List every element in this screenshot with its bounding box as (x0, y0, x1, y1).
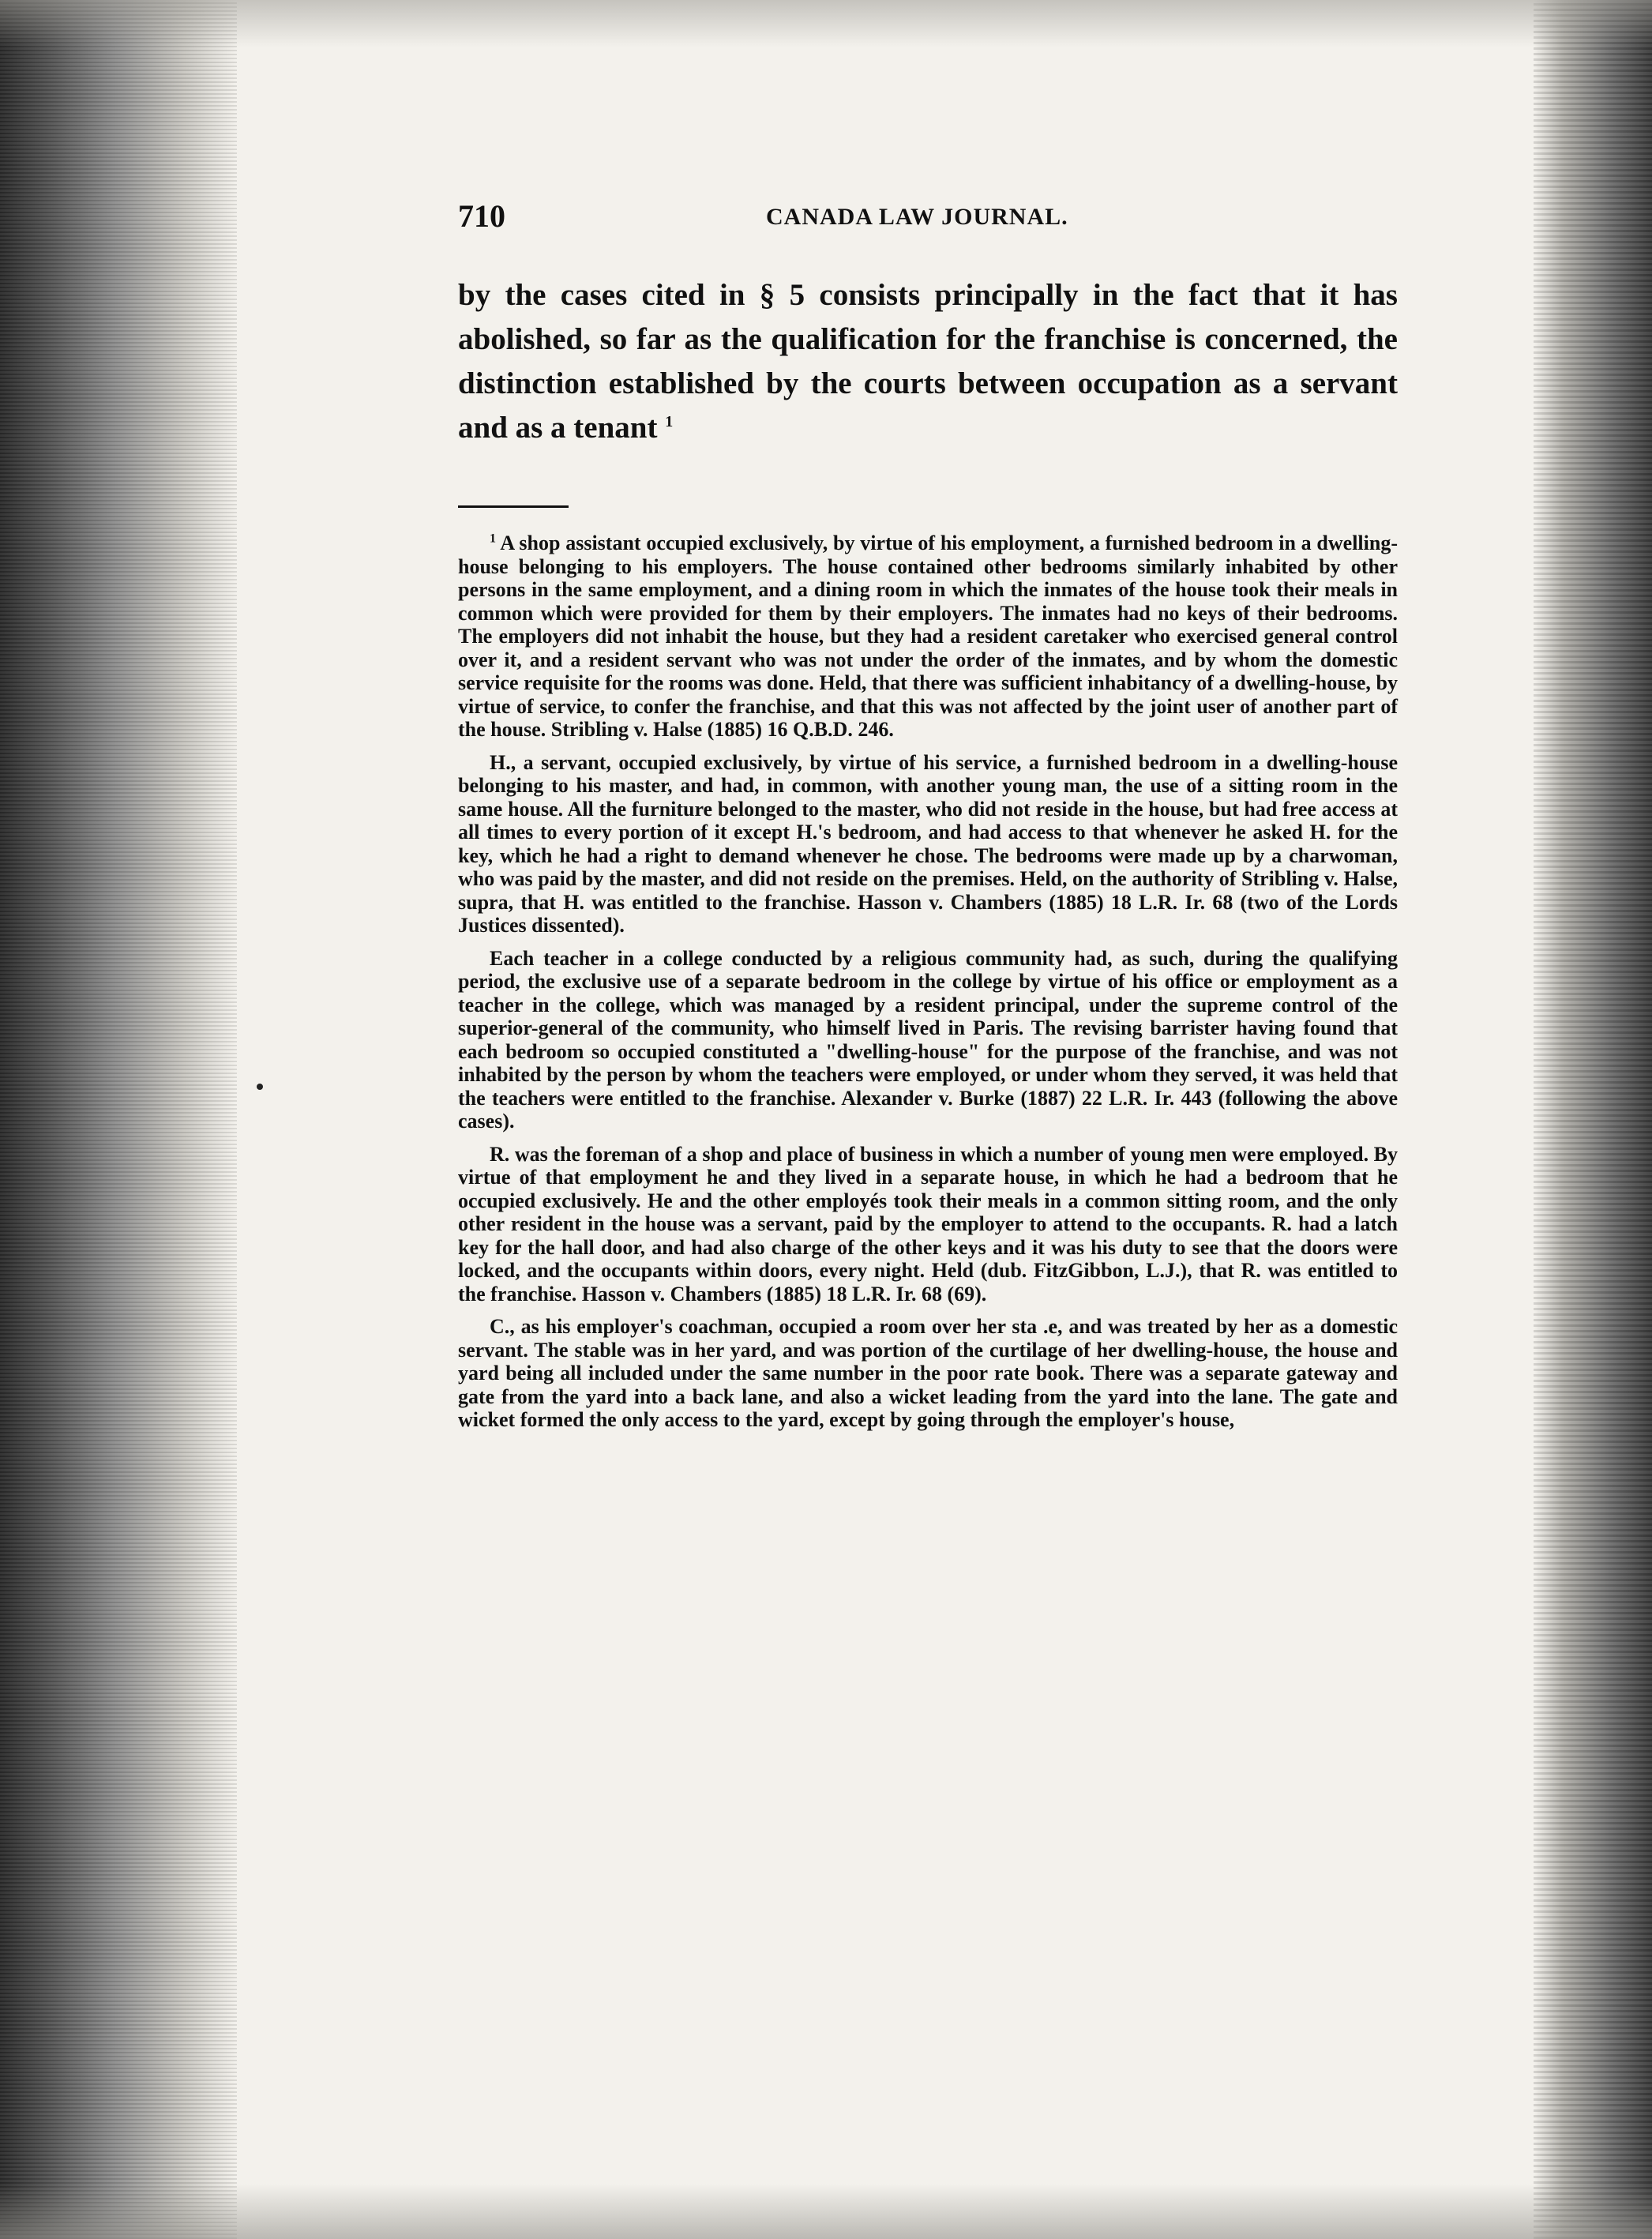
main-paragraph: by the cases cited in § 5 consists principally in the fact that it has abolished, so far as the qualification for the franchise is concerned, the distinction established by the courts between occupation as a servant and as a tenant (458, 278, 1398, 445)
margin-dot (257, 1084, 263, 1090)
footnote-text: Each teacher in a college conducted by a religious community had, as such, during the qualifying period, the exclusive use of a separate bedroom in the college by virtue of his office or employment as a teacher in the college, which was managed by a resident principal, under the supreme control of the superior-general of the community, who himself lived in Paris. The revising barrister having found that each bedroom so occupied constituted a "dwelling-house" for the purpose of the franchise, and was not inhabited by the person by whom the teachers were employed, or under whom they served, it was held that the teachers were entitled to the franchise. Alexander v. Burke (1887) 22 L.R. Ir. 443 (following the above cases). (458, 946, 1398, 1133)
footnote-reference: 1 (665, 413, 674, 430)
page-header (458, 197, 1398, 245)
footnote-paragraph (458, 532, 1398, 742)
scan-top-edge (0, 0, 1652, 47)
footnote-text: A shop assistant occupied exclusively, by virtue of his employment, a furnished bedroom in a dwelling-house belonging to his employers. The house contained other bedrooms similarly inhabited by other persons in the same employment, and a dining room in which the inmates of the house took their meals in common which were provided for them by their employers. The inmates had no keys of their bedrooms. The employers did not inhabit the house, but they had a resident caretaker who exercised general control over it, and a resident servant who was not under the order of the inmates, and by whom the domestic service requisite for the rooms was done. Held, that there was sufficient inhabitancy of a dwelling-house, by virtue of service, to confer the franchise, and that this was not affected by the joint user of another part of the house. Stribling v. Halse (1885) 16 Q.B.D. 246. (458, 532, 1398, 741)
footnote-rule (458, 505, 569, 508)
footnote-paragraph (458, 947, 1398, 1133)
footnote-paragraph (458, 751, 1398, 937)
scan-left-edge (0, 0, 237, 2239)
footnote-paragraph (458, 1143, 1398, 1306)
scan-right-edge (1534, 0, 1652, 2239)
footnote-text: R. was the foreman of a shop and place of business in which a number of young men were employed. By virtue of that employment he and they lived in a separate house, in which he had a bedroom that he occupied exclusively. He and the other employés took their meals in a common sitting room, and the only other resident in the house was a servant, paid by the employer to attend to the occupants. R. had a latch key for the hall door, and had also charge of the other keys and it was his duty to see that the doors were locked, and the occupants within doors, every night. Held (dub. FitzGibbon, L.J.), that R. was entitled to the franchise. Hasson v. Chambers (1885) 18 L.R. Ir. 68 (69). (458, 1142, 1398, 1305)
footnote-text: C., as his employer's coachman, occupied a room over her sta .e, and was treated by her as a domestic servant. The stable was in her yard, and was portion of the curtilage of her dwelling-house, the house and yard being all included under the same number in the poor rate book. There was a separate gateway and gate from the yard into a back lane, and also a wicket leading from the yard into the lane. The gate and wicket formed the only access to the yard, except by going through the employer's house, (458, 1315, 1398, 1431)
scan-bottom-edge (0, 2184, 1652, 2239)
page-number: 710 (458, 198, 505, 234)
running-head: CANADA LAW JOURNAL. (766, 204, 1068, 230)
page (458, 197, 1398, 1441)
footnote-text: H., a servant, occupied exclusively, by virtue of his service, a furnished bedroom in a dwelling-house belonging to his master, and had, in common, with another young man, the use of a sitting room in the same house. All the furniture belonged to the master, who did not reside in the house, but had free access at all times to every portion of it except H.'s bedroom, and had access to that whenever he asked H. for the key, which he had a right to demand whenever he chose. The bedrooms were made up by a charwoman, who was paid by the master, and did not reside on the premises. Held, on the authority of Stribling v. Halse, supra, that H. was entitled to the franchise. Hasson v. Chambers (1885) 18 L.R. Ir. 68 (two of the Lords Justices dissented). (458, 750, 1398, 937)
footnote-marker: 1 (490, 532, 496, 546)
footnote-paragraph (458, 1315, 1398, 1432)
footnotes (458, 532, 1398, 1432)
main-text (458, 273, 1398, 450)
